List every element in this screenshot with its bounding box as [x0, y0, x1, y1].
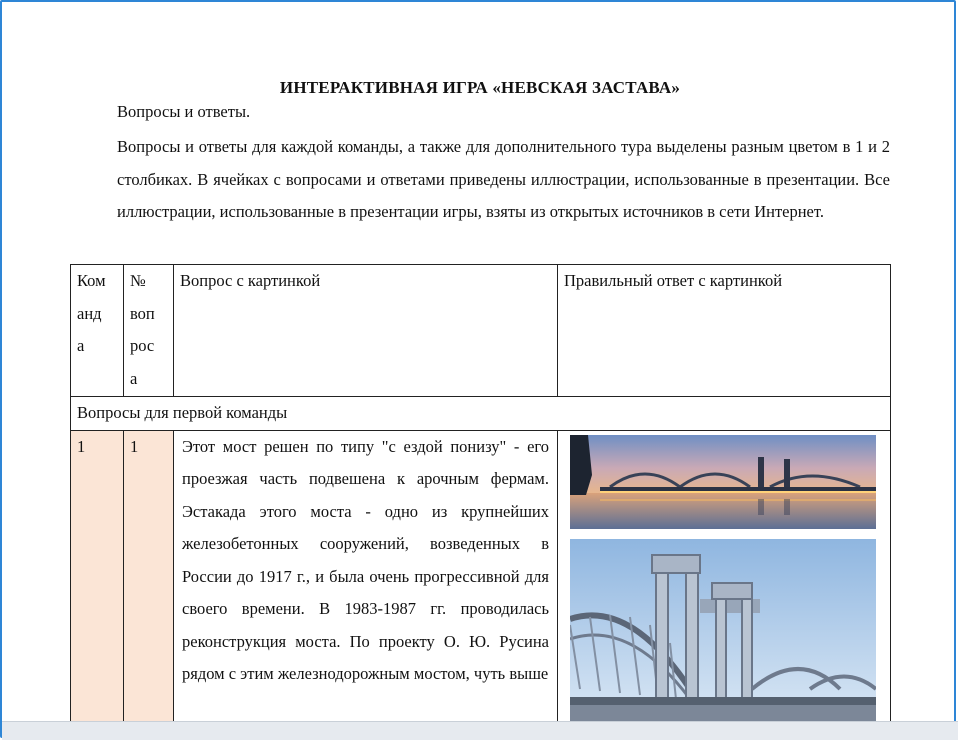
- questions-table: [70, 264, 891, 732]
- document-subtitle: Вопросы и ответы.: [117, 102, 251, 121]
- header-answer: Правильный ответ с картинкой: [558, 265, 891, 397]
- table-row: [71, 430, 891, 731]
- header-team: Ком анд а: [71, 265, 124, 397]
- bridge-night-photo: [570, 435, 876, 529]
- bridge-day-photo: [570, 539, 876, 724]
- row-number: 1: [124, 430, 174, 731]
- intro-paragraph: Вопросы и ответы для каждой команды, а также для дополнительного тура выделены разным цветом в 1 и 2 столбиках. В ячейках с вопросами и ответами приведены иллюстрации, использованные в презентации. Все иллюстрации, использованные в презентации игры, взяты из открытых источников в сети Интернет.: [117, 137, 890, 221]
- table-header-row: [71, 265, 891, 397]
- row-team: 1: [71, 430, 124, 731]
- section-label: Вопросы для первой команды: [71, 397, 891, 431]
- bottom-scrollbar[interactable]: [2, 721, 958, 740]
- header-number: № воп рос а: [124, 265, 174, 397]
- header-question: Вопрос с картинкой: [174, 265, 558, 397]
- section-row: [71, 397, 891, 431]
- row-answer: [558, 430, 891, 731]
- document-title: ИНТЕРАКТИВНАЯ ИГРА «НЕВСКАЯ ЗАСТАВА»: [279, 78, 681, 97]
- row-question: Этот мост решен по типу "с ездой понизу" - его проезжая часть подвешена к арочным фермам. Эстакада этого моста - одно из крупнейших железобетонных сооружений, возведенных в России до 1917 г., и была очень прогрессивной для своего времени. В 1983-1987 гг. проводилась реконструкция моста. По проекту О. Ю. Русина рядом с этим железнодорожным мостом, чуть выше: [174, 430, 558, 731]
